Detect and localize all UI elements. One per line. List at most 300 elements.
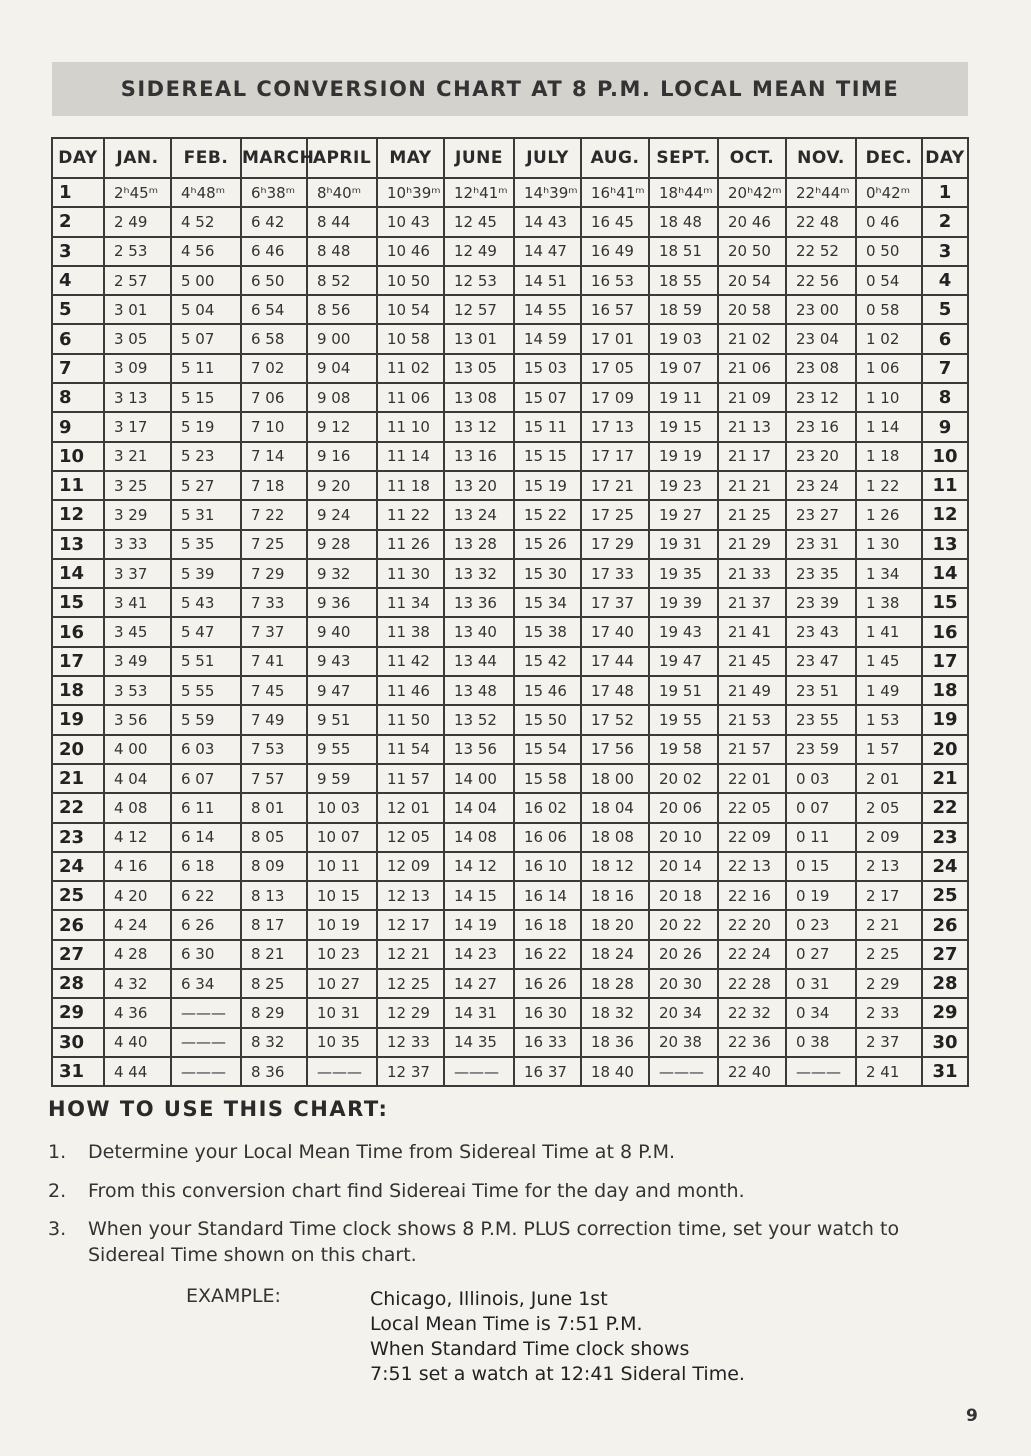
time-cell: 15 26	[514, 530, 581, 559]
time-cell: 0 34	[786, 998, 856, 1027]
day-cell: 14	[52, 559, 104, 588]
day-cell: 24	[922, 852, 968, 881]
time-cell: 15 22	[514, 500, 581, 529]
day-cell: 1	[922, 178, 968, 207]
time-cell: 2 53	[104, 237, 171, 266]
time-cell: 7 29	[241, 559, 307, 588]
table-row	[52, 735, 968, 764]
time-cell: 18 40	[581, 1057, 649, 1086]
time-cell: 16ʰ41ᵐ	[581, 178, 649, 207]
day-cell: 9	[52, 412, 104, 441]
day-cell: 22	[922, 793, 968, 822]
time-cell: 18 59	[649, 295, 718, 324]
time-cell: 10 43	[377, 207, 444, 236]
time-cell: 1 10	[856, 383, 922, 412]
time-cell: 19 15	[649, 412, 718, 441]
time-cell: 17 56	[581, 735, 649, 764]
step-number: 3.	[48, 1218, 67, 1240]
time-cell: 5 47	[171, 617, 241, 646]
day-cell: 13	[922, 530, 968, 559]
time-cell: 23 51	[786, 676, 856, 705]
time-cell: 10 07	[307, 823, 377, 852]
time-cell: 2 33	[856, 998, 922, 1027]
time-cell: 22 40	[718, 1057, 786, 1086]
time-cell: 23 39	[786, 588, 856, 617]
time-cell: 19 03	[649, 324, 718, 353]
time-cell: 1 06	[856, 354, 922, 383]
time-cell: ———	[307, 1057, 377, 1086]
time-cell: 5 35	[171, 530, 241, 559]
page-number: 9	[966, 1406, 978, 1426]
page-title: SIDEREAL CONVERSION CHART AT 8 P.M. LOCAL MEAN TIME	[120, 77, 900, 101]
time-cell: 6 58	[241, 324, 307, 353]
time-cell: 5 31	[171, 500, 241, 529]
time-cell: 15 50	[514, 705, 581, 734]
time-cell: 19 35	[649, 559, 718, 588]
time-cell: 18 28	[581, 969, 649, 998]
time-cell: 18 32	[581, 998, 649, 1027]
time-cell: 14 35	[444, 1028, 514, 1057]
time-cell: 12 33	[377, 1028, 444, 1057]
step-text: When your Standard Time clock shows 8 P.M. PLUS correction time, set your watch to Sidereal Time shown on this chart.	[88, 1218, 900, 1266]
table-row	[52, 295, 968, 324]
time-cell: 21 17	[718, 442, 786, 471]
time-cell: 7 14	[241, 442, 307, 471]
example-line: 7:51 set a watch at 12:41 Sideral Time.	[370, 1363, 745, 1385]
time-cell: 11 50	[377, 705, 444, 734]
time-cell: 4 28	[104, 940, 171, 969]
time-cell: 9 12	[307, 412, 377, 441]
time-cell: 23 47	[786, 647, 856, 676]
time-cell: 3 29	[104, 500, 171, 529]
time-cell: 13 36	[444, 588, 514, 617]
time-cell: 14 23	[444, 940, 514, 969]
time-cell: 23 43	[786, 617, 856, 646]
time-cell: 21 02	[718, 324, 786, 353]
time-cell: 6 54	[241, 295, 307, 324]
time-cell: 16 26	[514, 969, 581, 998]
time-cell: 13 24	[444, 500, 514, 529]
time-cell: 0 07	[786, 793, 856, 822]
time-cell: 18 08	[581, 823, 649, 852]
time-cell: 1 38	[856, 588, 922, 617]
time-cell: 22 13	[718, 852, 786, 881]
time-cell: 14 27	[444, 969, 514, 998]
header-cell: MARCH	[241, 138, 307, 178]
time-cell: 20 18	[649, 881, 718, 910]
time-cell: 19 51	[649, 676, 718, 705]
time-cell: 22 05	[718, 793, 786, 822]
time-cell: 19 07	[649, 354, 718, 383]
time-cell: 23 12	[786, 383, 856, 412]
time-cell: 18 55	[649, 266, 718, 295]
time-cell: 6 46	[241, 237, 307, 266]
time-cell: 18 24	[581, 940, 649, 969]
time-cell: 15 42	[514, 647, 581, 676]
time-cell: 9 24	[307, 500, 377, 529]
time-cell: 23 00	[786, 295, 856, 324]
time-cell: 0 50	[856, 237, 922, 266]
day-cell: 31	[52, 1057, 104, 1086]
time-cell: ———	[171, 998, 241, 1027]
time-cell: 16 06	[514, 823, 581, 852]
example-line: Local Mean Time is 7:51 P.M.	[370, 1313, 643, 1335]
day-cell: 29	[922, 998, 968, 1027]
time-cell: 1 30	[856, 530, 922, 559]
day-cell: 28	[52, 969, 104, 998]
time-cell: 14 19	[444, 910, 514, 939]
time-cell: 3 05	[104, 324, 171, 353]
time-cell: 4 08	[104, 793, 171, 822]
time-cell: 6ʰ38ᵐ	[241, 178, 307, 207]
time-cell: 14 43	[514, 207, 581, 236]
table-row	[52, 383, 968, 412]
time-cell: 19 43	[649, 617, 718, 646]
time-cell: 5 11	[171, 354, 241, 383]
time-cell: 10ʰ39ᵐ	[377, 178, 444, 207]
day-cell: 11	[52, 471, 104, 500]
time-cell: 8 44	[307, 207, 377, 236]
time-cell: 22 20	[718, 910, 786, 939]
time-cell: 15 58	[514, 764, 581, 793]
table-row	[52, 1057, 968, 1086]
instruction-step	[48, 1139, 968, 1165]
day-cell: 23	[52, 823, 104, 852]
header-cell: JAN.	[104, 138, 171, 178]
time-cell: 15 19	[514, 471, 581, 500]
time-cell: 0 46	[856, 207, 922, 236]
table-row	[52, 559, 968, 588]
time-cell: 9 28	[307, 530, 377, 559]
time-cell: 11 57	[377, 764, 444, 793]
time-cell: 4 20	[104, 881, 171, 910]
time-cell: 10 23	[307, 940, 377, 969]
time-cell: 4 24	[104, 910, 171, 939]
time-cell: 0 31	[786, 969, 856, 998]
time-cell: 8 56	[307, 295, 377, 324]
time-cell: 16 45	[581, 207, 649, 236]
time-cell: 2 13	[856, 852, 922, 881]
time-cell: 18ʰ44ᵐ	[649, 178, 718, 207]
time-cell: 23 20	[786, 442, 856, 471]
table-row	[52, 881, 968, 910]
day-cell: 12	[52, 500, 104, 529]
day-cell: 7	[52, 354, 104, 383]
sidereal-conversion-table	[51, 137, 969, 1087]
time-cell: 7 10	[241, 412, 307, 441]
time-cell: 18 16	[581, 881, 649, 910]
time-cell: 11 18	[377, 471, 444, 500]
title-banner	[52, 62, 968, 116]
time-cell: 14 59	[514, 324, 581, 353]
time-cell: 4 16	[104, 852, 171, 881]
time-cell: 2 29	[856, 969, 922, 998]
time-cell: 8 29	[241, 998, 307, 1027]
day-cell: 17	[52, 647, 104, 676]
time-cell: 2 41	[856, 1057, 922, 1086]
time-cell: 13 32	[444, 559, 514, 588]
time-cell: ———	[171, 1028, 241, 1057]
time-cell: 10 54	[377, 295, 444, 324]
time-cell: 21 53	[718, 705, 786, 734]
time-cell: 8 36	[241, 1057, 307, 1086]
table-row	[52, 647, 968, 676]
time-cell: 23 31	[786, 530, 856, 559]
time-cell: 7 45	[241, 676, 307, 705]
time-cell: 21 57	[718, 735, 786, 764]
time-cell: 21 21	[718, 471, 786, 500]
time-cell: 4 36	[104, 998, 171, 1027]
time-cell: 20 58	[718, 295, 786, 324]
time-cell: 22 01	[718, 764, 786, 793]
header-cell: FEB.	[171, 138, 241, 178]
table-row	[52, 207, 968, 236]
time-cell: 8 09	[241, 852, 307, 881]
day-cell: 15	[52, 588, 104, 617]
time-cell: 7 57	[241, 764, 307, 793]
table-row	[52, 324, 968, 353]
time-cell: 12 29	[377, 998, 444, 1027]
day-cell: 9	[922, 412, 968, 441]
table-row	[52, 705, 968, 734]
day-cell: 6	[922, 324, 968, 353]
time-cell: 19 19	[649, 442, 718, 471]
time-cell: 10 27	[307, 969, 377, 998]
time-cell: 0ʰ42ᵐ	[856, 178, 922, 207]
time-cell: 18 12	[581, 852, 649, 881]
time-cell: 16 18	[514, 910, 581, 939]
day-cell: 13	[52, 530, 104, 559]
time-cell: 1 53	[856, 705, 922, 734]
time-cell: 11 42	[377, 647, 444, 676]
time-cell: 18 20	[581, 910, 649, 939]
time-cell: 2 37	[856, 1028, 922, 1057]
time-cell: 3 33	[104, 530, 171, 559]
time-cell: 9 55	[307, 735, 377, 764]
time-cell: 17 40	[581, 617, 649, 646]
time-cell: 3 17	[104, 412, 171, 441]
time-cell: 6 22	[171, 881, 241, 910]
time-cell: 10 35	[307, 1028, 377, 1057]
time-cell: ———	[649, 1057, 718, 1086]
time-cell: 8 13	[241, 881, 307, 910]
header-cell: MAY	[377, 138, 444, 178]
table-row	[52, 852, 968, 881]
time-cell: 14 47	[514, 237, 581, 266]
table-header-row	[52, 138, 968, 178]
day-cell: 21	[52, 764, 104, 793]
time-cell: 23 55	[786, 705, 856, 734]
table-row	[52, 500, 968, 529]
day-cell: 8	[52, 383, 104, 412]
time-cell: 7 37	[241, 617, 307, 646]
day-cell: 16	[52, 617, 104, 646]
time-cell: 18 00	[581, 764, 649, 793]
time-cell: 15 46	[514, 676, 581, 705]
day-cell: 14	[922, 559, 968, 588]
time-cell: 7 18	[241, 471, 307, 500]
time-cell: 13 05	[444, 354, 514, 383]
header-cell: NOV.	[786, 138, 856, 178]
time-cell: 1 41	[856, 617, 922, 646]
header-cell: SEPT.	[649, 138, 718, 178]
time-cell: 2 49	[104, 207, 171, 236]
table-row	[52, 793, 968, 822]
time-cell: 8 01	[241, 793, 307, 822]
time-cell: 15 03	[514, 354, 581, 383]
time-cell: 12 05	[377, 823, 444, 852]
time-cell: 4ʰ48ᵐ	[171, 178, 241, 207]
time-cell: 17 33	[581, 559, 649, 588]
time-cell: 11 26	[377, 530, 444, 559]
time-cell: 11 34	[377, 588, 444, 617]
time-cell: 17 21	[581, 471, 649, 500]
day-cell: 18	[922, 676, 968, 705]
time-cell: 1 26	[856, 500, 922, 529]
time-cell: 12 13	[377, 881, 444, 910]
time-cell: 2 21	[856, 910, 922, 939]
table-row	[52, 940, 968, 969]
time-cell: 1 57	[856, 735, 922, 764]
table-row	[52, 998, 968, 1027]
time-cell: 12 53	[444, 266, 514, 295]
day-cell: 8	[922, 383, 968, 412]
time-cell: 13 28	[444, 530, 514, 559]
time-cell: 0 54	[856, 266, 922, 295]
table-row	[52, 354, 968, 383]
time-cell: 16 37	[514, 1057, 581, 1086]
time-cell: 17 48	[581, 676, 649, 705]
day-cell: 10	[922, 442, 968, 471]
header-cell: APRIL	[307, 138, 377, 178]
time-cell: 17 13	[581, 412, 649, 441]
time-cell: 20 46	[718, 207, 786, 236]
time-cell: 0 58	[856, 295, 922, 324]
table-row	[52, 1028, 968, 1057]
example-line: Chicago, Illinois, June 1st	[370, 1288, 608, 1310]
time-cell: 4 44	[104, 1057, 171, 1086]
time-cell: 9 51	[307, 705, 377, 734]
step-number: 2.	[48, 1180, 67, 1202]
day-cell: 16	[922, 617, 968, 646]
header-cell: JUNE	[444, 138, 514, 178]
day-cell: 20	[922, 735, 968, 764]
time-cell: 22 24	[718, 940, 786, 969]
example-text	[370, 1287, 745, 1387]
day-cell: 27	[52, 940, 104, 969]
time-cell: 17 05	[581, 354, 649, 383]
time-cell: 22 52	[786, 237, 856, 266]
time-cell: 1 02	[856, 324, 922, 353]
day-cell: 2	[922, 207, 968, 236]
time-cell: 3 53	[104, 676, 171, 705]
time-cell: 7 53	[241, 735, 307, 764]
time-cell: 13 12	[444, 412, 514, 441]
time-cell: 22 48	[786, 207, 856, 236]
time-cell: 19 47	[649, 647, 718, 676]
time-cell: 21 49	[718, 676, 786, 705]
time-cell: 15 11	[514, 412, 581, 441]
time-cell: 2ʰ45ᵐ	[104, 178, 171, 207]
time-cell: ———	[444, 1057, 514, 1086]
day-cell: 4	[52, 266, 104, 295]
time-cell: 13 56	[444, 735, 514, 764]
time-cell: 9 36	[307, 588, 377, 617]
time-cell: 9 47	[307, 676, 377, 705]
time-cell: 22 32	[718, 998, 786, 1027]
time-cell: 22ʰ44ᵐ	[786, 178, 856, 207]
time-cell: 11 14	[377, 442, 444, 471]
time-cell: 14 00	[444, 764, 514, 793]
time-cell: 21 33	[718, 559, 786, 588]
time-cell: 0 27	[786, 940, 856, 969]
day-cell: 4	[922, 266, 968, 295]
instruction-step	[48, 1216, 968, 1268]
time-cell: 20 38	[649, 1028, 718, 1057]
day-cell: 15	[922, 588, 968, 617]
time-cell: 16 14	[514, 881, 581, 910]
time-cell: 23 08	[786, 354, 856, 383]
time-cell: 12 37	[377, 1057, 444, 1086]
time-cell: 4 04	[104, 764, 171, 793]
example-line: When Standard Time clock shows	[370, 1338, 690, 1360]
time-cell: 8 05	[241, 823, 307, 852]
time-cell: 20 10	[649, 823, 718, 852]
table-row	[52, 588, 968, 617]
day-cell: 30	[52, 1028, 104, 1057]
time-cell: 23 27	[786, 500, 856, 529]
day-cell: 21	[922, 764, 968, 793]
time-cell: 6 34	[171, 969, 241, 998]
time-cell: 0 03	[786, 764, 856, 793]
time-cell: 20 50	[718, 237, 786, 266]
table-row	[52, 471, 968, 500]
time-cell: 12 57	[444, 295, 514, 324]
time-cell: 8 48	[307, 237, 377, 266]
time-cell: 13 40	[444, 617, 514, 646]
time-cell: 16 22	[514, 940, 581, 969]
time-cell: 10 11	[307, 852, 377, 881]
day-cell: 2	[52, 207, 104, 236]
time-cell: 13 44	[444, 647, 514, 676]
day-cell: 18	[52, 676, 104, 705]
time-cell: 20 26	[649, 940, 718, 969]
time-cell: 11 46	[377, 676, 444, 705]
time-cell: 19 55	[649, 705, 718, 734]
day-cell: 1	[52, 178, 104, 207]
time-cell: 15 34	[514, 588, 581, 617]
time-cell: 5 07	[171, 324, 241, 353]
time-cell: 23 35	[786, 559, 856, 588]
time-cell: 13 16	[444, 442, 514, 471]
time-cell: 9 32	[307, 559, 377, 588]
time-cell: 21 25	[718, 500, 786, 529]
time-cell: 23 16	[786, 412, 856, 441]
time-cell: 19 11	[649, 383, 718, 412]
time-cell: 0 38	[786, 1028, 856, 1057]
time-cell: 8 21	[241, 940, 307, 969]
time-cell: 4 40	[104, 1028, 171, 1057]
time-cell: 11 38	[377, 617, 444, 646]
day-cell: 26	[922, 910, 968, 939]
time-cell: 12 45	[444, 207, 514, 236]
time-cell: 20ʰ42ᵐ	[718, 178, 786, 207]
time-cell: 2 17	[856, 881, 922, 910]
day-cell: 25	[922, 881, 968, 910]
time-cell: 20 22	[649, 910, 718, 939]
time-cell: 3 56	[104, 705, 171, 734]
time-cell: 5 15	[171, 383, 241, 412]
